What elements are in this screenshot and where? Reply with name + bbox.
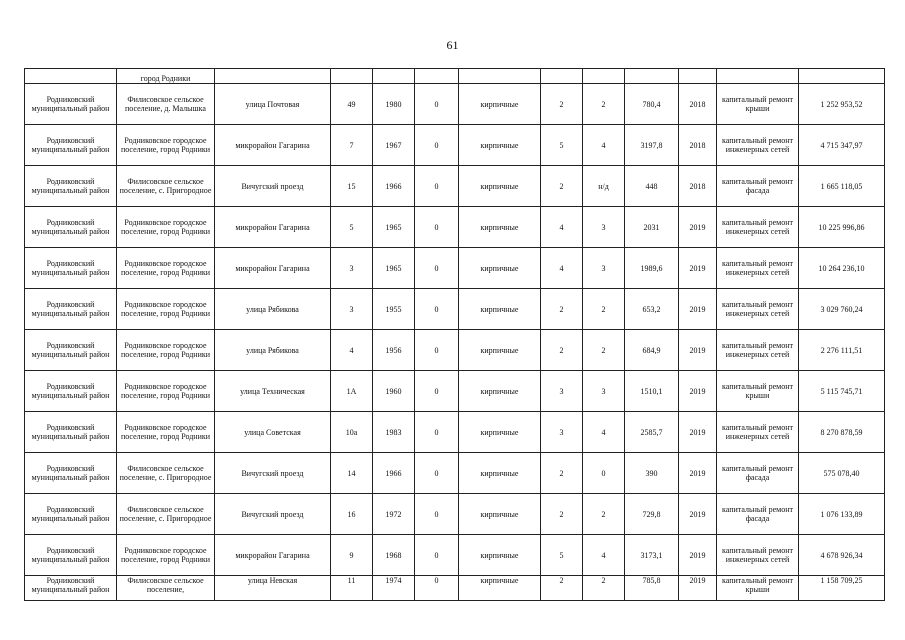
cell-year: 1966	[373, 453, 415, 494]
cell-material	[459, 69, 541, 84]
cell-zero: 0	[415, 412, 459, 453]
cell-area: 2585,7	[625, 412, 679, 453]
cell-cost: 2 276 111,51	[799, 330, 885, 371]
cell-repair-type: капитальный ремонт фасада	[717, 166, 799, 207]
cell-house: 11	[331, 576, 373, 601]
cell-cost: 575 078,40	[799, 453, 885, 494]
cell-street: улица Рябикова	[215, 330, 331, 371]
cell-settlement: Родниковское городское поселение, город Родники	[117, 289, 215, 330]
cell-material: кирпичные	[459, 412, 541, 453]
cell-street: микрорайон Гагарина	[215, 248, 331, 289]
cell-settlement: город Родники	[117, 69, 215, 84]
cell-repair-year: 2019	[679, 207, 717, 248]
cell-repair-type: капитальный ремонт инженерных сетей	[717, 207, 799, 248]
cell-floors: 5	[541, 535, 583, 576]
table-row	[25, 125, 885, 166]
cell-floors: 2	[541, 330, 583, 371]
cell-zero: 0	[415, 576, 459, 601]
table-row	[25, 84, 885, 125]
cell-area: 1510,1	[625, 371, 679, 412]
cell-year: 1965	[373, 207, 415, 248]
cell-zero: 0	[415, 248, 459, 289]
cell-district: Родниковский муниципальный район	[25, 125, 117, 166]
cell-year: 1980	[373, 84, 415, 125]
cell-area: 390	[625, 453, 679, 494]
cell-district: Родниковский муниципальный район	[25, 166, 117, 207]
cell-zero: 0	[415, 453, 459, 494]
cell-district: Родниковский муниципальный район	[25, 494, 117, 535]
cell-settlement: Родниковское городское поселение, город Родники	[117, 125, 215, 166]
cell-repair-type: капитальный ремонт фасада	[717, 494, 799, 535]
cell-material: кирпичные	[459, 494, 541, 535]
cell-area: 448	[625, 166, 679, 207]
cell-year: 1983	[373, 412, 415, 453]
table-row	[25, 289, 885, 330]
table-row	[25, 412, 885, 453]
cell-material: кирпичные	[459, 289, 541, 330]
cell-repair-year: 2019	[679, 576, 717, 601]
cell-floors: 2	[541, 576, 583, 601]
cell-entrances: 3	[583, 248, 625, 289]
cell-zero: 0	[415, 166, 459, 207]
cell-material: кирпичные	[459, 248, 541, 289]
cell-district: Родниковский муниципальный район	[25, 453, 117, 494]
cell-floors: 3	[541, 412, 583, 453]
cell-house	[331, 69, 373, 84]
cell-district: Родниковский муниципальный район	[25, 535, 117, 576]
cell-area: 729,8	[625, 494, 679, 535]
table-body	[25, 69, 885, 601]
cell-cost: 10 225 996,86	[799, 207, 885, 248]
cell-entrances: 2	[583, 84, 625, 125]
cell-district: Родниковский муниципальный район	[25, 330, 117, 371]
cell-house: 14	[331, 453, 373, 494]
cell-area: 653,2	[625, 289, 679, 330]
cell-street: улица Техническая	[215, 371, 331, 412]
cell-street: Вичугский проезд	[215, 166, 331, 207]
cell-material: кирпичные	[459, 576, 541, 601]
cell-repair-year: 2019	[679, 453, 717, 494]
cell-settlement: Родниковское городское поселение, город Родники	[117, 248, 215, 289]
cell-area	[625, 69, 679, 84]
cell-repair-type: капитальный ремонт инженерных сетей	[717, 125, 799, 166]
cell-material: кирпичные	[459, 207, 541, 248]
cell-entrances: 2	[583, 330, 625, 371]
cell-entrances: 0	[583, 453, 625, 494]
cell-settlement: Филисовское сельское поселение,	[117, 576, 215, 601]
cell-material: кирпичные	[459, 330, 541, 371]
cell-street: улица Рябикова	[215, 289, 331, 330]
cell-repair-year: 2019	[679, 248, 717, 289]
cell-material: кирпичные	[459, 125, 541, 166]
cell-entrances: 4	[583, 535, 625, 576]
cell-cost: 1 665 118,05	[799, 166, 885, 207]
table-row-fragment-top	[25, 69, 885, 84]
cell-cost: 10 264 236,10	[799, 248, 885, 289]
cell-cost: 1 158 709,25	[799, 576, 885, 601]
cell-year	[373, 69, 415, 84]
cell-entrances: 4	[583, 412, 625, 453]
cell-settlement: Родниковское городское поселение, город Родники	[117, 412, 215, 453]
table-row-fragment-bottom	[25, 576, 885, 601]
cell-repair-type: капитальный ремонт инженерных сетей	[717, 289, 799, 330]
cell-floors: 3	[541, 371, 583, 412]
cell-house: 10а	[331, 412, 373, 453]
cell-street: микрорайон Гагарина	[215, 207, 331, 248]
cell-house: 9	[331, 535, 373, 576]
cell-settlement: Филисовское сельское поселение, с. Пригородное	[117, 166, 215, 207]
table-row	[25, 494, 885, 535]
cell-district: Родниковский муниципальный район	[25, 371, 117, 412]
cell-district: Родниковский муниципальный район	[25, 84, 117, 125]
table-row	[25, 248, 885, 289]
cell-district: Родниковский муниципальный район	[25, 207, 117, 248]
cell-street: улица Советская	[215, 412, 331, 453]
cell-house: 3	[331, 289, 373, 330]
cell-cost: 4 715 347,97	[799, 125, 885, 166]
cell-settlement: Филисовское сельское поселение, с. Пригородное	[117, 453, 215, 494]
cell-repair-type: капитальный ремонт крыши	[717, 371, 799, 412]
cell-repair-year: 2018	[679, 125, 717, 166]
cell-street	[215, 69, 331, 84]
cell-street: микрорайон Гагарина	[215, 125, 331, 166]
cell-year: 1968	[373, 535, 415, 576]
cell-settlement: Родниковское городское поселение, город Родники	[117, 535, 215, 576]
cell-entrances	[583, 69, 625, 84]
cell-house: 4	[331, 330, 373, 371]
cell-house: 15	[331, 166, 373, 207]
table-row	[25, 207, 885, 248]
cell-repair-year	[679, 69, 717, 84]
cell-settlement: Филисовское сельское поселение, с. Пригородное	[117, 494, 215, 535]
table-row	[25, 166, 885, 207]
cell-area: 785,8	[625, 576, 679, 601]
cell-street: Вичугский проезд	[215, 453, 331, 494]
cell-district: Родниковский муниципальный район	[25, 289, 117, 330]
cell-settlement: Филисовское сельское поселение, д. Малышка	[117, 84, 215, 125]
cell-repair-type: капитальный ремонт инженерных сетей	[717, 412, 799, 453]
cell-zero: 0	[415, 289, 459, 330]
cell-repair-type: капитальный ремонт крыши	[717, 576, 799, 601]
cell-repair-year: 2019	[679, 371, 717, 412]
cell-house: 16	[331, 494, 373, 535]
cell-repair-type: капитальный ремонт инженерных сетей	[717, 330, 799, 371]
cell-house: 1А	[331, 371, 373, 412]
cell-floors	[541, 69, 583, 84]
cell-cost	[799, 69, 885, 84]
cell-cost: 1 076 133,89	[799, 494, 885, 535]
cell-repair-year: 2019	[679, 330, 717, 371]
cell-year: 1965	[373, 248, 415, 289]
cell-area: 2031	[625, 207, 679, 248]
cell-material: кирпичные	[459, 84, 541, 125]
cell-year: 1972	[373, 494, 415, 535]
cell-zero: 0	[415, 84, 459, 125]
cell-repair-year: 2018	[679, 166, 717, 207]
cell-area: 780,4	[625, 84, 679, 125]
cell-entrances: 2	[583, 576, 625, 601]
cell-zero: 0	[415, 207, 459, 248]
cell-cost: 8 270 878,59	[799, 412, 885, 453]
cell-district: Родниковский муниципальный район	[25, 412, 117, 453]
table-row	[25, 371, 885, 412]
cell-street: микрорайон Гагарина	[215, 535, 331, 576]
cell-zero: 0	[415, 494, 459, 535]
cell-repair-type: капитальный ремонт крыши	[717, 84, 799, 125]
cell-district: Родниковский муниципальный район	[25, 576, 117, 601]
cell-floors: 4	[541, 248, 583, 289]
cell-area: 3197,8	[625, 125, 679, 166]
cell-year: 1974	[373, 576, 415, 601]
cell-repair-year: 2018	[679, 84, 717, 125]
cell-house: 3	[331, 248, 373, 289]
cell-floors: 2	[541, 289, 583, 330]
cell-entrances: 4	[583, 125, 625, 166]
cell-house: 5	[331, 207, 373, 248]
cell-street: улица Невская	[215, 576, 331, 601]
cell-entrances: 3	[583, 371, 625, 412]
cell-material: кирпичные	[459, 535, 541, 576]
table-row	[25, 535, 885, 576]
cell-entrances: 2	[583, 289, 625, 330]
cell-zero: 0	[415, 125, 459, 166]
cell-zero: 0	[415, 371, 459, 412]
cell-floors: 2	[541, 166, 583, 207]
cell-cost: 5 115 745,71	[799, 371, 885, 412]
cell-house: 7	[331, 125, 373, 166]
cell-floors: 2	[541, 84, 583, 125]
cell-repair-type: капитальный ремонт фасада	[717, 453, 799, 494]
cell-district	[25, 69, 117, 84]
cell-floors: 5	[541, 125, 583, 166]
cell-zero: 0	[415, 330, 459, 371]
cell-repair-year: 2019	[679, 535, 717, 576]
housing-repair-table	[24, 68, 885, 601]
cell-settlement: Родниковское городское поселение, город Родники	[117, 330, 215, 371]
cell-year: 1967	[373, 125, 415, 166]
cell-year: 1966	[373, 166, 415, 207]
cell-house: 49	[331, 84, 373, 125]
table-row	[25, 330, 885, 371]
page-number: 61	[446, 38, 459, 52]
cell-zero	[415, 69, 459, 84]
cell-entrances: 2	[583, 494, 625, 535]
cell-floors: 2	[541, 494, 583, 535]
cell-area: 684,9	[625, 330, 679, 371]
cell-zero: 0	[415, 535, 459, 576]
cell-area: 3173,1	[625, 535, 679, 576]
cell-cost: 4 678 926,34	[799, 535, 885, 576]
cell-floors: 2	[541, 453, 583, 494]
cell-repair-type: капитальный ремонт инженерных сетей	[717, 248, 799, 289]
cell-district: Родниковский муниципальный район	[25, 248, 117, 289]
cell-repair-type: капитальный ремонт инженерных сетей	[717, 535, 799, 576]
cell-cost: 1 252 953,52	[799, 84, 885, 125]
cell-settlement: Родниковское городское поселение, город Родники	[117, 207, 215, 248]
cell-year: 1955	[373, 289, 415, 330]
cell-street: улица Почтовая	[215, 84, 331, 125]
cell-repair-type	[717, 69, 799, 84]
cell-street: Вичугский проезд	[215, 494, 331, 535]
cell-repair-year: 2019	[679, 289, 717, 330]
cell-entrances: 3	[583, 207, 625, 248]
cell-repair-year: 2019	[679, 412, 717, 453]
cell-material: кирпичные	[459, 371, 541, 412]
cell-year: 1960	[373, 371, 415, 412]
cell-settlement: Родниковское городское поселение, город Родники	[117, 371, 215, 412]
cell-year: 1956	[373, 330, 415, 371]
cell-floors: 4	[541, 207, 583, 248]
cell-area: 1989,6	[625, 248, 679, 289]
table-row	[25, 453, 885, 494]
cell-cost: 3 029 760,24	[799, 289, 885, 330]
cell-material: кирпичные	[459, 453, 541, 494]
cell-repair-year: 2019	[679, 494, 717, 535]
cell-material: кирпичные	[459, 166, 541, 207]
cell-entrances: н/д	[583, 166, 625, 207]
